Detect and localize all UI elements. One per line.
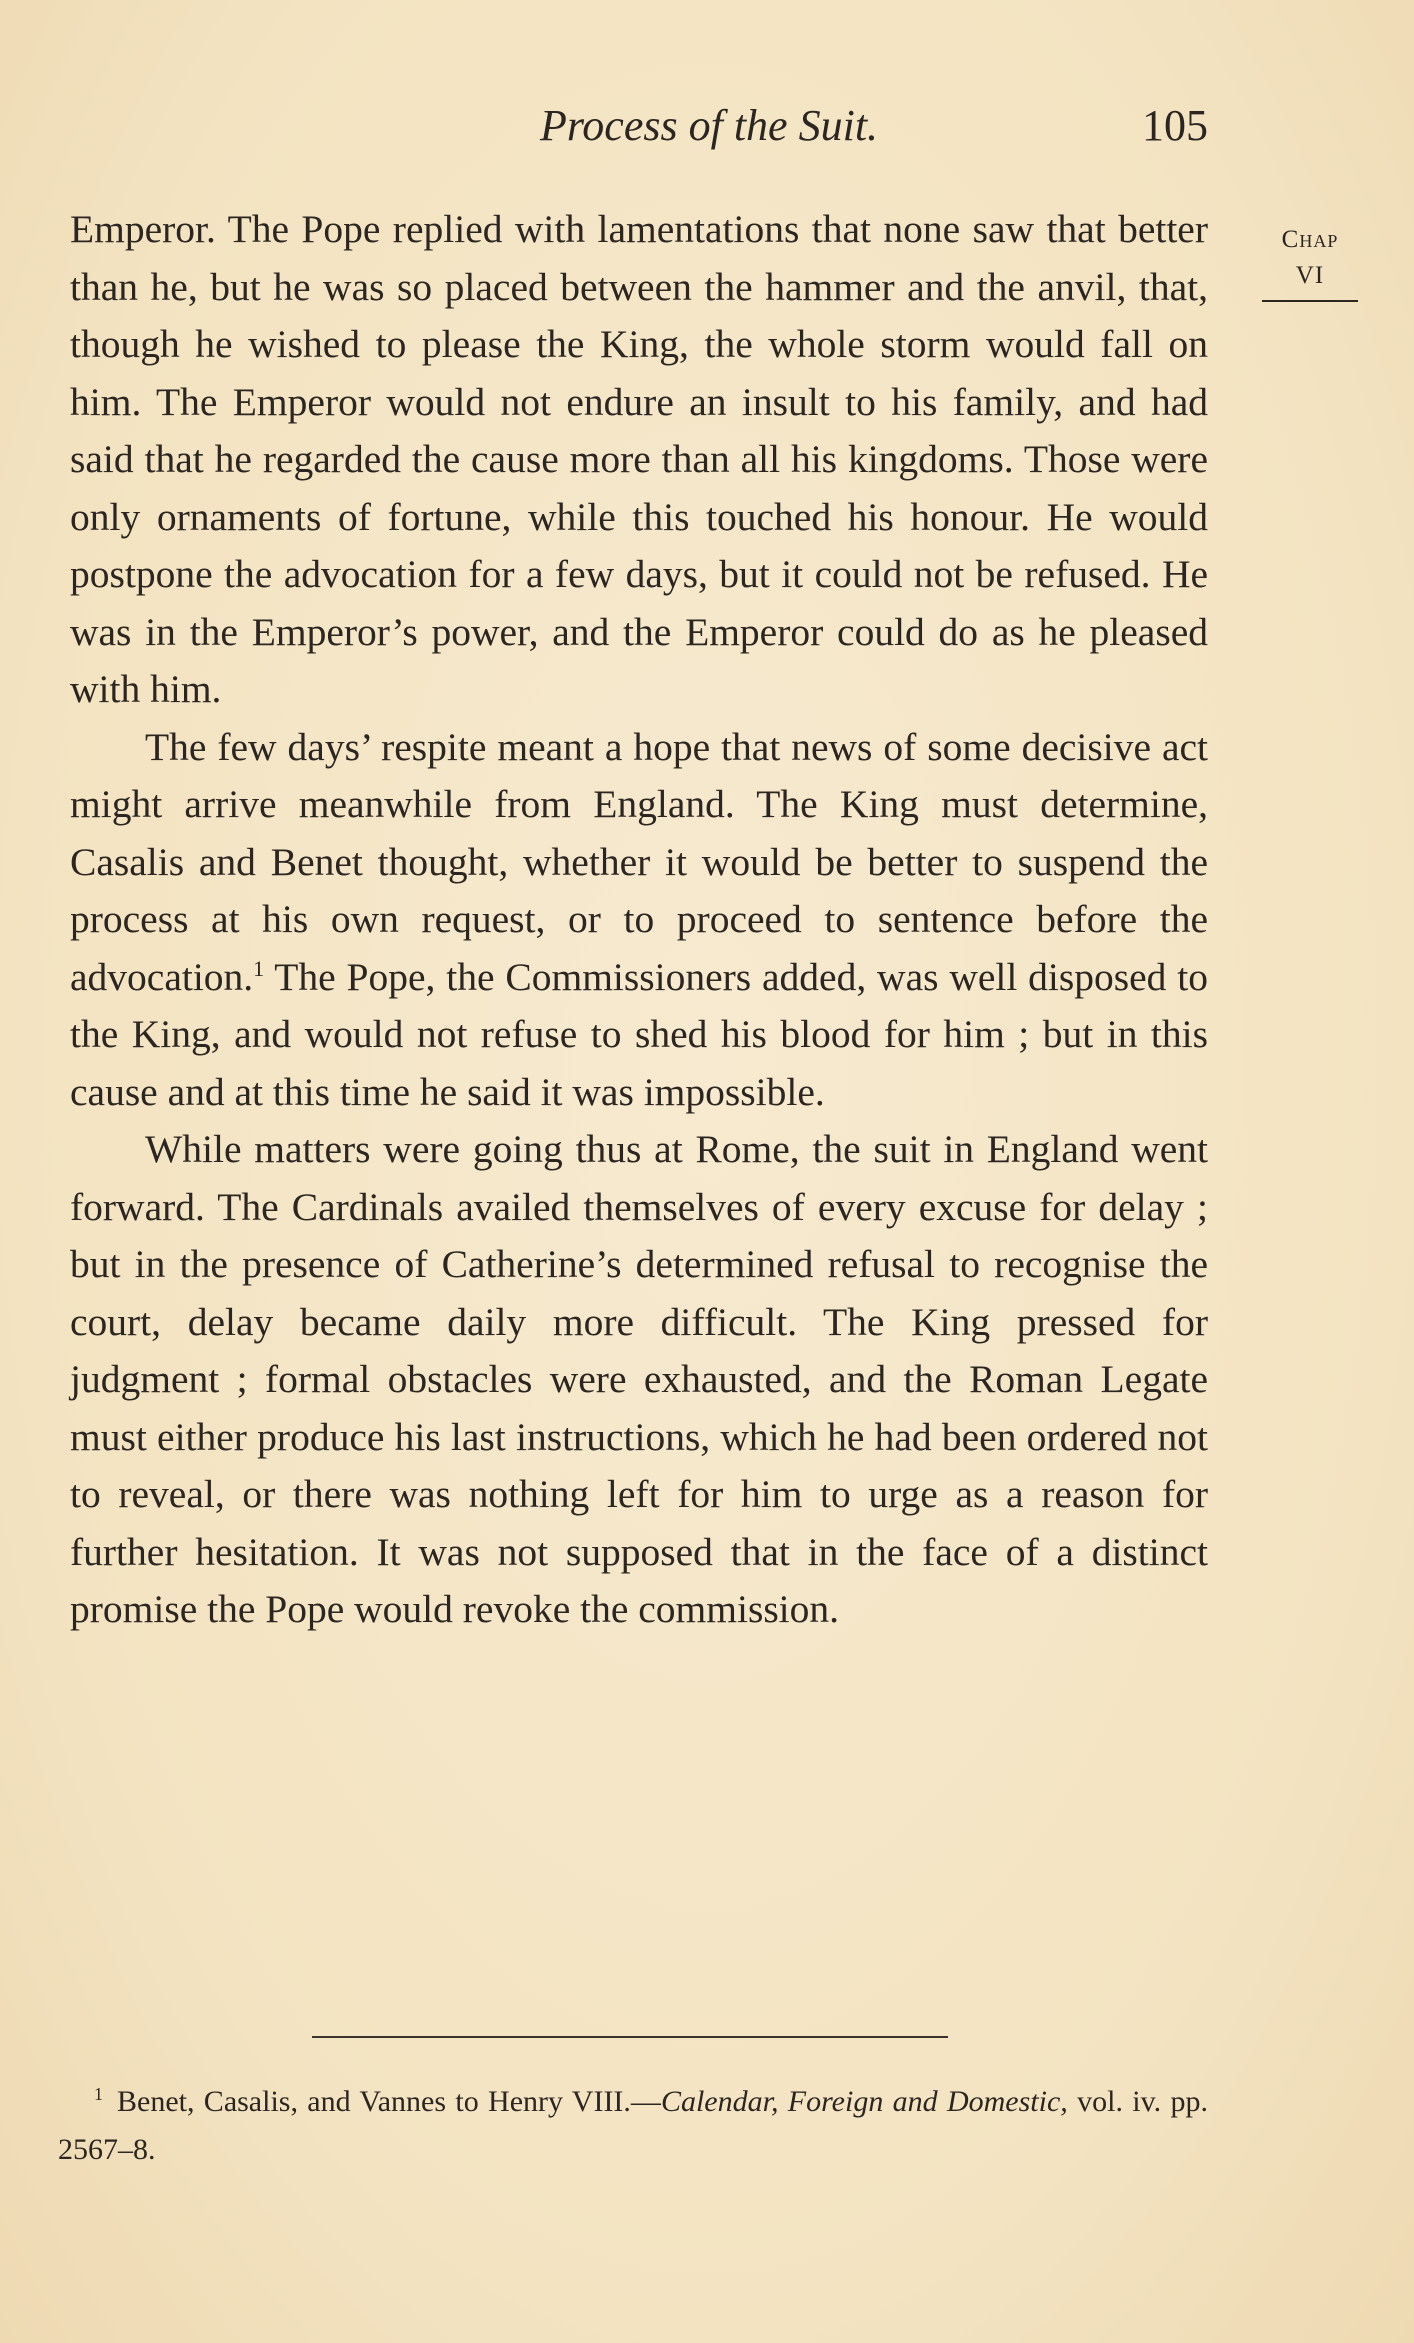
paragraph-2-text-a: The few days’ respite meant a hope that news of some decisive act might arrive meanwhile from England. The King must determine, Casalis and Benet thought, whether it would be better to suspend the process at his own request, or to proceed to sentence before the advocation. xyxy=(70,724,1208,999)
chapter-number: VI xyxy=(1262,258,1358,302)
footnote-mark: 1 xyxy=(94,2084,103,2104)
footnote-source-title: Calendar, Foreign and Domestic, xyxy=(660,2085,1068,2118)
running-title: Process of the Suit. xyxy=(539,101,879,150)
footnote-text: Benet, Casalis, and Vannes to Henry VIII.— xyxy=(117,2085,661,2118)
body-text xyxy=(70,201,1208,1639)
footnote xyxy=(58,2078,1208,2174)
chapter-margin-note xyxy=(1262,222,1358,302)
running-head xyxy=(70,100,1208,160)
paragraph-1: Emperor. The Pope replied with lamentations that none saw that better than he, but he was so placed between the hammer and the anvil, that, though he wished to please the King, the whole storm would fall on him. The Emperor would not endure an insult to his family, and had said that he regarded the cause more than all his kingdoms. Those were only ornaments of fortune, while this touched his honour. He would postpone the advocation for a few days, but it could not be refused. He was in the Emperor’s power, and the Emperor could do as he pleased with him. xyxy=(70,207,1208,711)
footnote-rule xyxy=(312,2036,948,2038)
chapter-label: Chap xyxy=(1281,226,1339,253)
page-number: 105 xyxy=(1142,101,1208,150)
paragraph-2-text-b: The Pope, the Commissioners added, was well disposed to the King, and would not refuse to shed his blood for him ; but in this cause and at this time he said it was impossible. xyxy=(70,954,1208,1114)
footnote-reference: 1 xyxy=(253,955,265,981)
paragraph-2 xyxy=(70,719,1208,1122)
paragraph-3: While matters were going thus at Rome, the suit in England went forward. The Cardinals availed themselves of every excuse for delay ; but in the presence of Catherine’s determined refusal to recognise the court, delay became daily more difficult. The King pressed for judgment ; formal obstacles were exhausted, and the Roman Legate must either produce his last instructions, which he had been ordered not to reveal, or there was nothing left for him to urge as a reason for further hesitation. It was not supposed that in the face of a distinct promise the Pope would revoke the commission. xyxy=(70,1127,1208,1631)
footnote-citation: vol. iv. pp. 2567–8. xyxy=(58,2085,1208,2166)
